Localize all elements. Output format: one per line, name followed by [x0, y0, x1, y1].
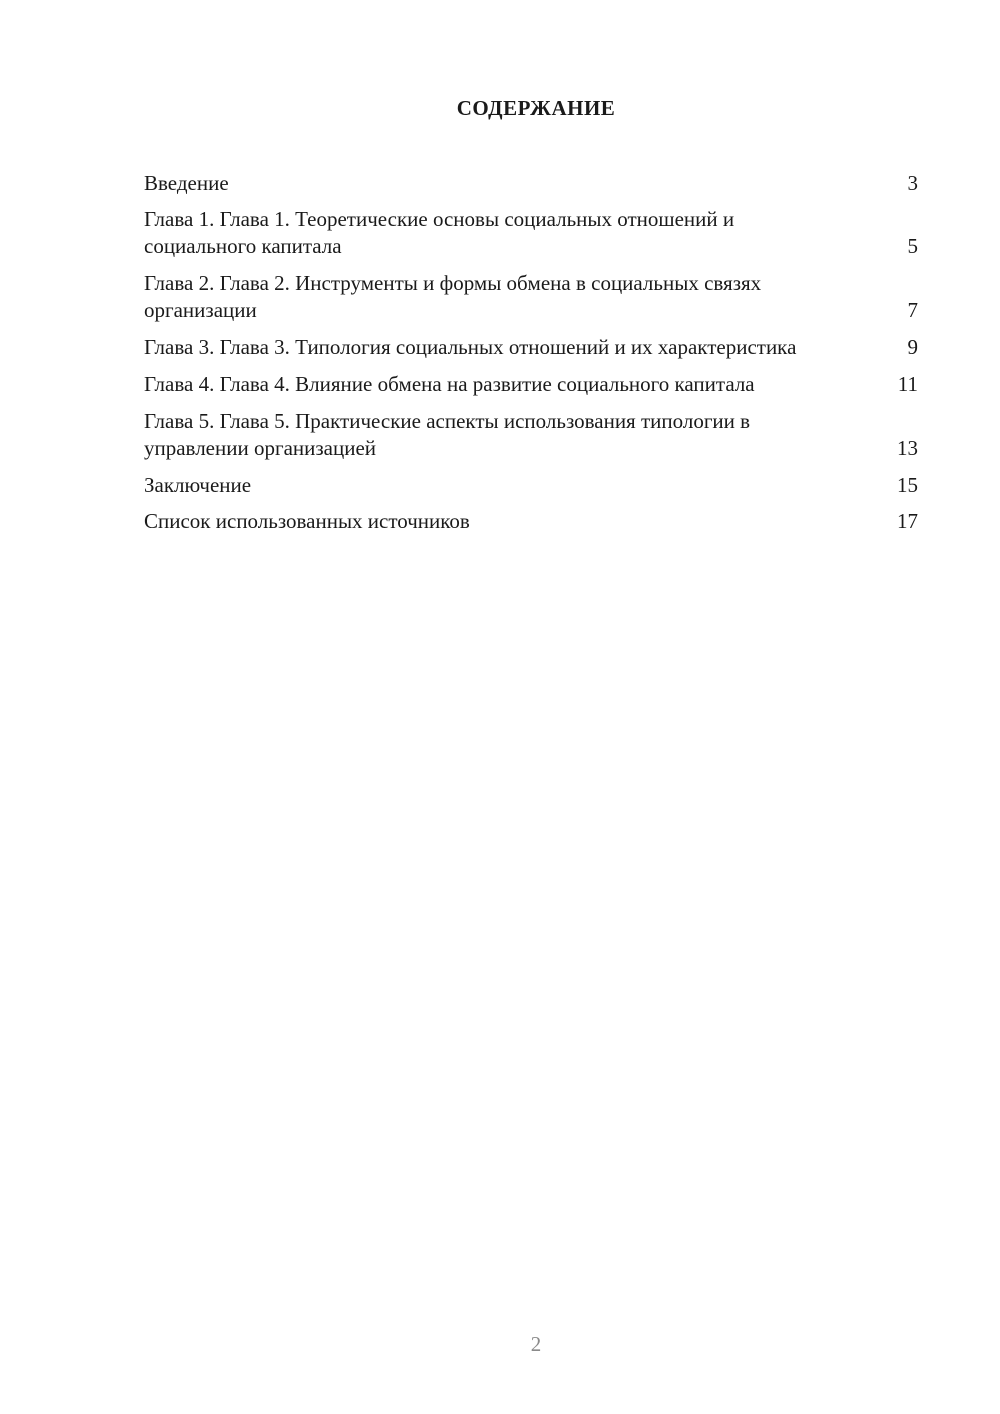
toc-entry-page: 5	[907, 234, 918, 258]
toc-entry-text: Глава 3. Глава 3. Типология социальных отношений и их характеристика	[144, 335, 797, 359]
toc-entry-text: Глава 4. Глава 4. Влияние обмена на развитие социального капитала	[144, 372, 755, 396]
toc-entry-text: Глава 2. Глава 2. Инструменты и формы обмена в социальных связях организации	[144, 271, 762, 322]
toc-entry-page: 9	[907, 335, 918, 359]
toc-entry-chapter-3[interactable]	[144, 334, 918, 361]
page-number: 2	[530, 1332, 542, 1356]
toc-entry-page: 3	[907, 171, 918, 195]
toc-entry-text: Список использованных источников	[144, 509, 470, 533]
toc-entry-page: 17	[897, 509, 918, 533]
toc-entry-text: Глава 5. Глава 5. Практические аспекты использования типологии в управлении организацией	[144, 409, 751, 460]
toc-entry-conclusion[interactable]	[144, 472, 918, 499]
toc-entry-text: Введение	[144, 171, 229, 195]
table-of-contents	[144, 170, 918, 544]
toc-entry-page: 15	[897, 473, 918, 497]
toc-entry-chapter-1[interactable]	[144, 206, 918, 260]
toc-entry-text: Глава 1. Глава 1. Теоретические основы социальных отношений и социального капитала	[144, 207, 735, 258]
toc-entry-chapter-4[interactable]	[144, 371, 918, 398]
page-title: СОДЕРЖАНИЕ	[456, 96, 616, 120]
toc-entry-text: Заключение	[144, 473, 252, 497]
toc-entry-chapter-5[interactable]	[144, 408, 918, 462]
toc-entry-introduction[interactable]	[144, 170, 918, 197]
toc-entry-references[interactable]	[144, 508, 918, 535]
toc-entry-page: 13	[897, 436, 918, 460]
toc-entry-page: 11	[897, 372, 918, 396]
toc-entry-page: 7	[907, 298, 918, 322]
toc-entry-chapter-2[interactable]	[144, 270, 918, 324]
